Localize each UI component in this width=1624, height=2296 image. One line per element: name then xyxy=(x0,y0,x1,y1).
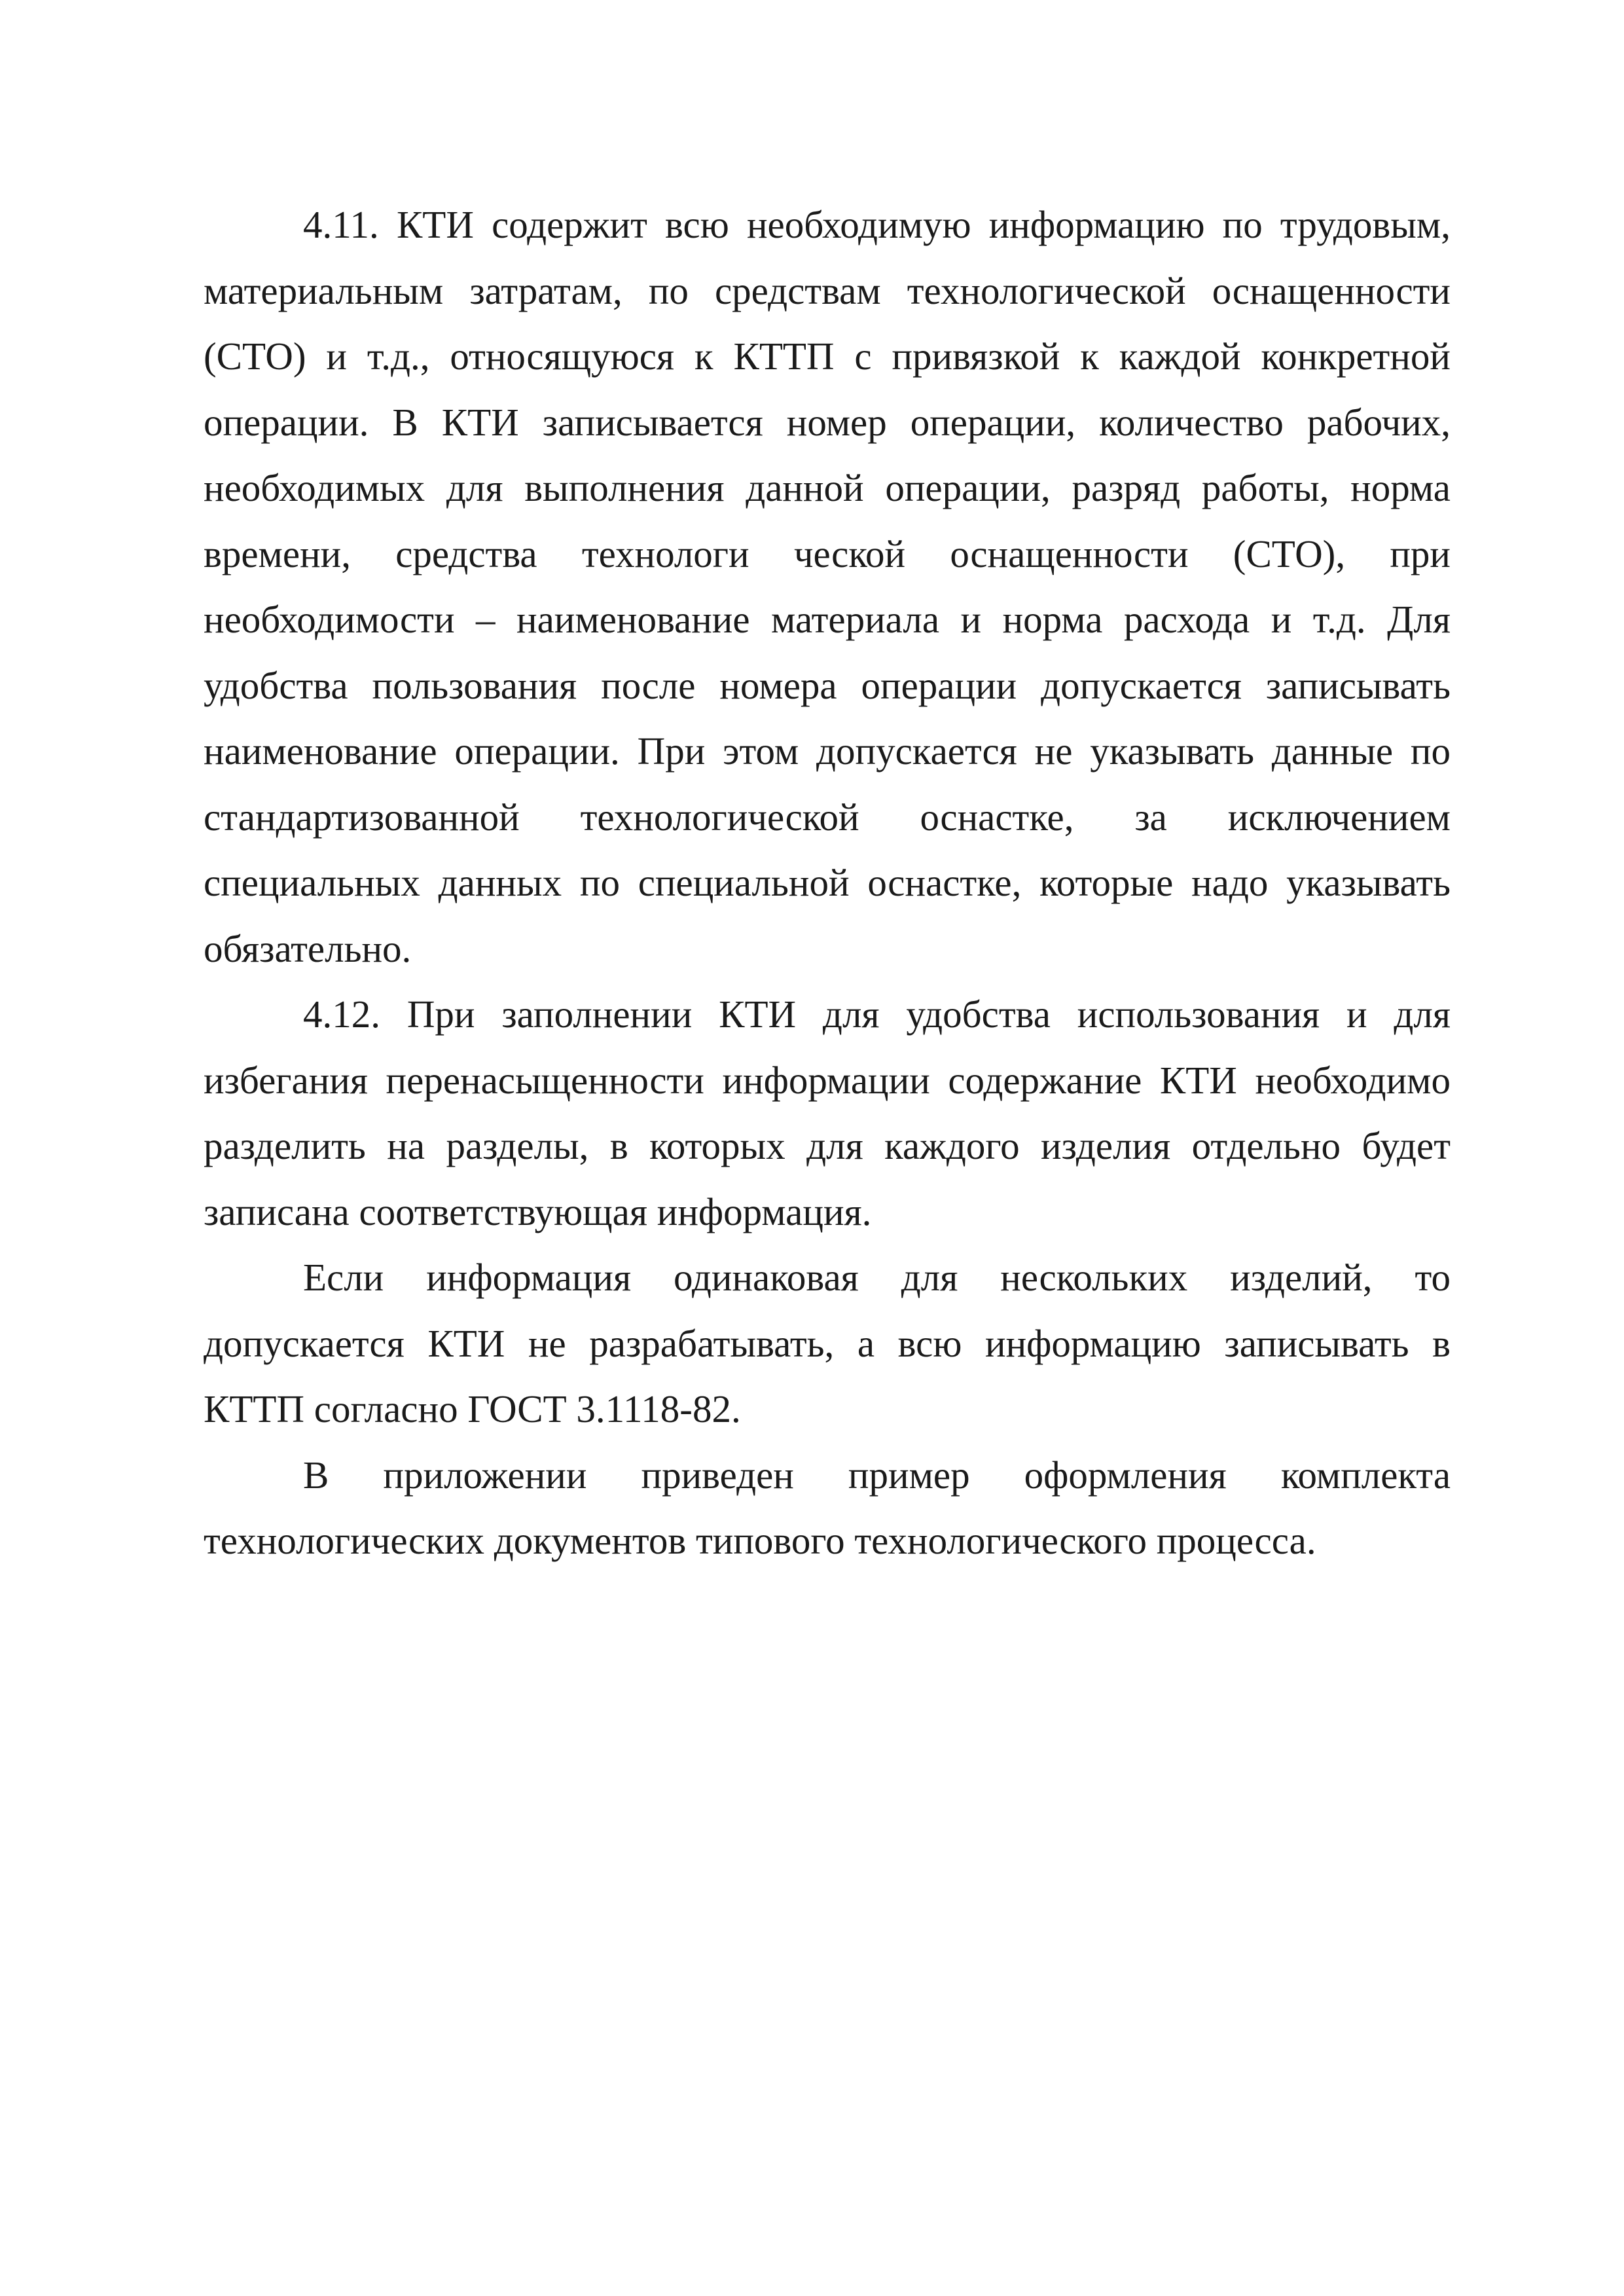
document-body xyxy=(204,192,1451,1574)
paragraph-identical-info: Если информация одинаковая для нескольких изделий, то допускается КТИ не разрабатывать, а всю информацию записывать в КТТП согласно ГОСТ 3.1118-82. xyxy=(204,1256,1451,1430)
paragraph-4-11: 4.11. КТИ содержит всю необходимую информацию по трудовым, материальным затратам, по средствам технологической оснащенности (СТО) и т.д., относящуюся к КТТП с привязкой к каждой конкретной операции. В КТИ записывается номер операции, количество рабочих, необходимых для выполнения данной операции, разряд работы, норма времени, средства технологи ческой оснащенности (СТО), при необходимости – наименование материала и норма расхода и т.д. Для удобства пользования после номера операции допускается записывать наименование операции. При этом допускается не указывать данные по стандартизованной технологической оснастке, за исключением специальных данных по специальной оснастке, которые надо указывать обязательно. xyxy=(204,203,1451,970)
paragraph-appendix-note: В приложении приведен пример оформления комплекта технологических документов типового технологического процесса. xyxy=(204,1453,1451,1562)
paragraph-4-12: 4.12. При заполнении КТИ для удобства использования и для избегания перенасыщенности информации содержание КТИ необходимо разделить на разделы, в которых для каждого изделия отдельно будет записана соответствующая информация. xyxy=(204,993,1451,1233)
